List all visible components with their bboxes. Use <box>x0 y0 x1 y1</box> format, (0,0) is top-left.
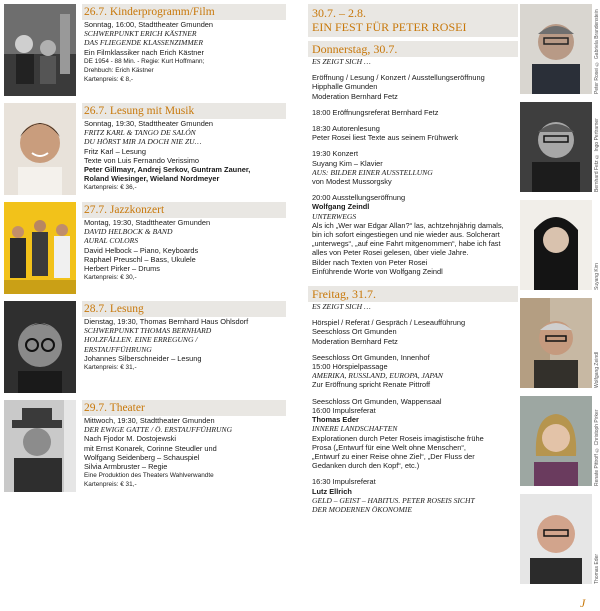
program-line: INNERE LANDSCHAFTEN <box>312 424 398 434</box>
program-line: Hörspiel / Referat / Gespräch / Leseaufführung <box>312 318 466 328</box>
portrait-strip <box>520 4 592 592</box>
program-line: Gedanken durch den Kopf“, etc.) <box>312 461 420 471</box>
event-detail-line: Kartenpreis: € 36,- <box>84 184 137 192</box>
portrait-photo <box>520 102 592 192</box>
event-detail-line: Sonntag, 16:00, Stadttheater Gmunden <box>84 20 214 29</box>
day-heading: Freitag, 31.7. <box>308 286 518 302</box>
program-line: 18:00 Eröffnungsreferat Bernhard Fetz <box>312 107 439 117</box>
event-title: 29.7. Theater <box>84 402 145 414</box>
event-detail-line: HOLZFÄLLEN. EINE ERREGUNG / <box>84 335 198 345</box>
portrait-photo <box>520 200 592 290</box>
program-line: 16:30 Impulsreferat <box>312 477 376 487</box>
event-photo-theater <box>4 400 76 492</box>
event-detail-line: ERSTAUFFÜHRUNG <box>84 344 152 354</box>
program-line: 19:30 Konzert <box>312 149 359 159</box>
event-detail-line: Kartenpreis: € 8,- <box>84 76 134 84</box>
program-line: Bilder nach Texten von Peter Rosei <box>312 257 428 267</box>
program-line: Seeschloss Ort Gmunden, Wappensaal <box>312 396 442 406</box>
event-detail-line: Silvia Armbruster – Regie <box>84 462 168 472</box>
event-title: 26.7. Kinderprogramm/Film <box>84 6 215 18</box>
event-detail-line: Texte von Luis Fernando Verissimo <box>84 155 200 165</box>
festival-header <box>308 4 518 37</box>
event-detail-line: Drehbuch: Erich Kästner <box>84 67 154 75</box>
festival-dates: 30.7. – 2.8. <box>312 6 366 20</box>
program-line: AUS: BILDER EINER AUSSTELLUNG <box>312 167 433 177</box>
event-detail-line: DE 1954 - 88 Min. - Regie: Kurt Hoffmann; <box>84 57 205 65</box>
photo-credit: Peter Rosei © Gabriela Brandenstein <box>594 9 600 94</box>
event-detail-line: SCHWERPUNKT ERICH KÄSTNER <box>84 29 197 39</box>
event-detail-line: DER EWIGE GATTE / Ö. ERSTAUFFÜHRUNG <box>84 425 233 435</box>
portrait-photo <box>520 298 592 388</box>
event-detail-line: David Helbock – Piano, Keyboards <box>84 245 199 255</box>
event-detail-line: Fritz Karl – Lesung <box>84 146 147 156</box>
program-line: „unterwegs“, „auf eine Fahrt mitgenommen“, habe ich fast <box>312 239 501 249</box>
event-detail-line: Kartenpreis: € 31,- <box>84 364 137 372</box>
program-line: DER MODERNEN ÖKONOMIE <box>312 504 412 514</box>
event-detail-line: Wolfgang Seidenberg – Schauspiel <box>84 452 200 462</box>
event-detail-line: Nach Fjodor M. Dostojewski <box>84 434 177 444</box>
photo-credit: Suyang Kim <box>594 263 600 290</box>
program-line: Eröffnung / Lesung / Konzert / Ausstellungseröffnung <box>312 73 485 83</box>
spacer <box>312 311 518 318</box>
program-line: AMERIKA, RUSSLAND, EUROPA, JAPAN <box>312 371 443 381</box>
program-line: ES ZEIGT SICH … <box>312 302 371 312</box>
program-line: Prosa („Entwurf für eine Welt ohne Menschen“, <box>312 442 466 452</box>
event-detail-line: Peter Gillmayr, Andrej Serkov, Guntram Zauner, <box>84 165 251 175</box>
event-detail-line: Sonntag, 19:30, Stadttheater Gmunden <box>84 119 214 128</box>
event-card <box>4 400 286 492</box>
left-column <box>4 4 286 499</box>
photo-credit: Bernhard Fetz © Ingo Pertramer <box>594 118 600 192</box>
event-detail-line: Herbert Pirker – Drums <box>84 264 160 274</box>
spacer <box>312 186 518 193</box>
event-detail-line: Raphael Preuschl – Bass, Ukulele <box>84 254 196 264</box>
event-details <box>82 416 286 490</box>
program-line: 15:00 Hörspielpassage <box>312 362 388 372</box>
event-detail-line: DU HÖRST MIR JA DOCH NIE ZU… <box>84 137 202 147</box>
event-detail-line: DAS FLIEGENDE KLASSENZIMMER <box>84 38 203 48</box>
event-photo-film <box>4 4 76 96</box>
program-line: Thomas Eder <box>312 415 359 425</box>
event-title: 26.7. Lesung mit Musik <box>84 105 195 117</box>
event-detail-line: Kartenpreis: € 30,- <box>84 274 137 282</box>
program-line: GELD – GEIST – HABITUS. PETER ROSEIS SICHT <box>312 495 475 505</box>
event-detail-line: Dienstag, 19:30, Thomas Bernhard Haus Ohlsdorf <box>84 317 249 326</box>
event-detail-line: AURAL COLORS <box>84 236 139 246</box>
program-line: Lutz Ellrich <box>312 486 352 496</box>
program-line: alles von Peter Rosei gelesen, über viele Jahre. <box>312 248 469 258</box>
event-details <box>82 317 286 372</box>
event-title: 27.7. Jazzkonzert <box>84 204 165 216</box>
program-line: „Entwurf zu einer Reise ohne Ziel“, „Der Fluss der <box>312 451 475 461</box>
program-line: Explorationen durch Peter Roseis imagistische frühe <box>312 433 484 443</box>
program-line: Hipphalle Gmunden <box>312 82 378 92</box>
event-detail-line: Mittwoch, 19:30, Stadttheater Gmunden <box>84 416 215 425</box>
event-details <box>82 119 286 193</box>
page-number: J <box>580 596 586 610</box>
program-line: 16:00 Impulsreferat <box>312 405 376 415</box>
program-line: ES ZEIGT SICH … <box>312 57 371 66</box>
portrait-photo <box>520 494 592 584</box>
program-line: Zur Eröffnung spricht Renate Pittroff <box>312 380 431 390</box>
program-line: UNTERWEGS <box>312 211 357 221</box>
day-heading: Donnerstag, 30.7. <box>308 41 518 57</box>
event-detail-line: Roland Wiesinger, Wieland Nordmeyer <box>84 174 220 184</box>
spacer <box>312 66 518 73</box>
event-details <box>82 218 286 282</box>
event-photo-fritz-karl <box>4 103 76 195</box>
event-details <box>82 20 286 84</box>
portrait-photo <box>520 396 592 486</box>
program-line: Suyang Kim – Klavier <box>312 158 383 168</box>
program-line: Seeschloss Ort Gmunden <box>312 327 397 337</box>
spacer <box>312 390 518 397</box>
spacer <box>312 470 518 477</box>
spacer <box>312 101 518 108</box>
photo-credit: Renate Pittroff © Christoph Pirker <box>594 409 600 486</box>
event-detail-line: SCHWERPUNKT THOMAS BERNHARD <box>84 326 212 336</box>
event-detail-line: Eine Produktion des Theaters Wahlverwandte <box>84 472 214 480</box>
event-detail-line: Kartenpreis: € 31,- <box>84 481 137 489</box>
day-program <box>308 57 518 276</box>
portrait-photo <box>520 4 592 94</box>
event-detail-line: Montag, 19:30, Stadttheater Gmunden <box>84 218 211 227</box>
event-detail-line: Ein Filmklassiker nach Erich Kästner <box>84 47 204 57</box>
festival-title: EIN FEST FÜR PETER ROSEI <box>312 20 467 34</box>
program-line: bin ich sofort eingestiegen und nie wieder aus. Solcherart <box>312 230 500 240</box>
spacer <box>312 117 518 124</box>
program-line: Wolfgang Zeindl <box>312 202 370 212</box>
spacer <box>312 142 518 149</box>
event-photo-jazz-band <box>4 202 76 294</box>
day-program <box>308 302 518 514</box>
event-photo-silberschneider <box>4 301 76 393</box>
program-line: Seeschloss Ort Gmunden, Innenhof <box>312 352 430 362</box>
program-line: Als ich „Wer war Edgar Allan?“ las, achtzehnjährig damals, <box>312 220 504 230</box>
photo-credit: Wolfgang Zeindl <box>594 351 600 388</box>
spacer <box>312 346 518 353</box>
event-detail-line: Johannes Silberschneider – Lesung <box>84 353 202 363</box>
program-line: Einführende Worte von Wolfgang Zeindl <box>312 266 443 276</box>
event-card <box>4 301 286 393</box>
program-line: 20:00 Ausstellungseröffnung <box>312 193 406 203</box>
festival-program <box>308 4 518 514</box>
photo-credit: Thomas Eder <box>594 553 600 584</box>
program-line: von Modest Mussorgsky <box>312 177 392 187</box>
event-card <box>4 4 286 96</box>
event-title: 28.7. Lesung <box>84 303 144 315</box>
event-detail-line: DAVID HELBOCK & BAND <box>84 227 173 237</box>
program-line: 18:30 Autorenlesung <box>312 124 380 134</box>
event-detail-line: FRITZ KARL & TANGO DE SALÓN <box>84 128 196 138</box>
program-line: Moderation Bernhard Fetz <box>312 336 398 346</box>
event-card <box>4 103 286 195</box>
event-detail-line: mit Ernst Konarek, Corinne Steudler und <box>84 443 217 453</box>
program-line: Peter Rosei liest Texte aus seinem Frühwerk <box>312 133 459 143</box>
event-card <box>4 202 286 294</box>
program-line: Moderation Bernhard Fetz <box>312 91 398 101</box>
